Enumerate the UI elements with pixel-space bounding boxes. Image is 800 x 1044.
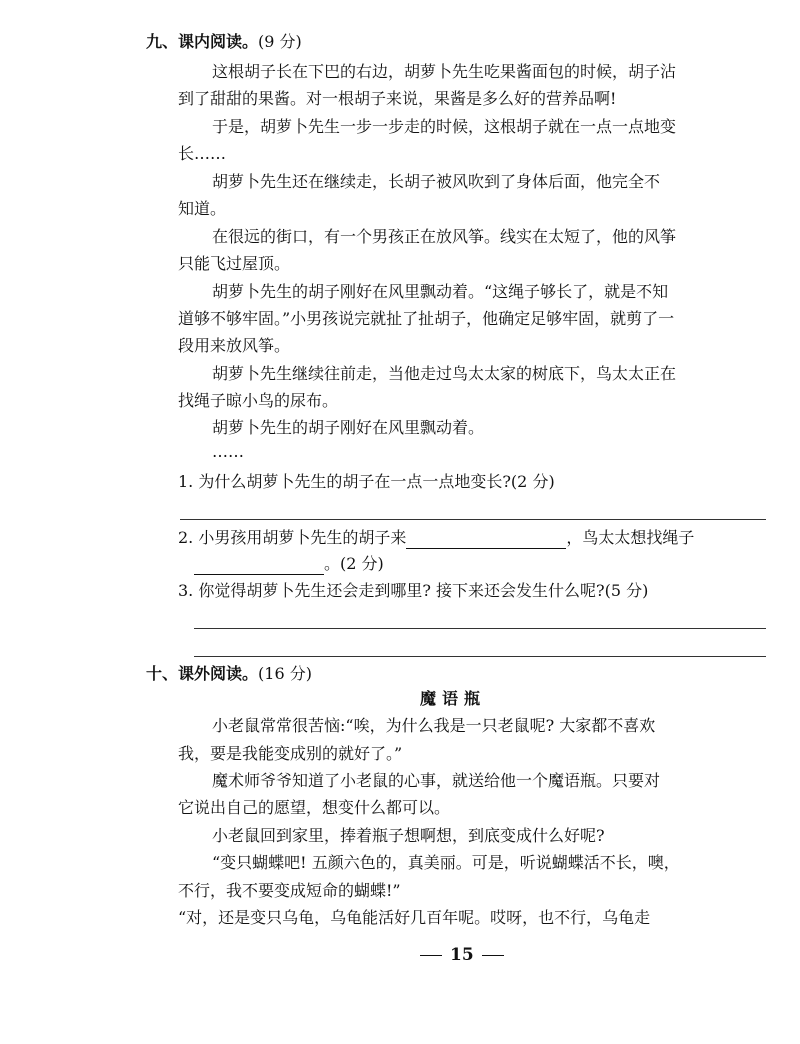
s9-line-8: 只能飞过屋顶。 [178, 254, 291, 273]
s9-line-7: 在很远的街口，有一个男孩正在放风筝。线实在太短了，他的风筝 [212, 227, 677, 246]
s10-line-8: “对，还是变只乌龟，乌龟能活好几百年呢。哎呀，也不行，乌龟走 [178, 908, 651, 927]
q3-answer-line-1[interactable] [194, 628, 766, 629]
q2-blank-1[interactable] [406, 530, 566, 549]
page-number [412, 944, 512, 966]
s9-line-14: 胡萝卜先生的胡子刚好在风里飘动着。 [212, 418, 485, 437]
s9-line-3: 于是，胡萝卜先生一步一步走的时候，这根胡子就在一点一点地变 [212, 117, 677, 136]
s9-line-13: 找绳子晾小鸟的尿布。 [178, 391, 339, 410]
s9-line-4: 长…… [178, 144, 227, 163]
question-2 [178, 527, 694, 549]
section-10-title: 十、课外阅读。 [146, 664, 259, 683]
section-9-heading [146, 31, 302, 53]
question-1: 1. 为什么胡萝卜先生的胡子在一点一点地变长?(2 分) [178, 472, 555, 491]
s9-line-5: 胡萝卜先生还在继续走，长胡子被风吹到了身体后面，他完全不 [212, 172, 661, 191]
s10-line-2: 我，要是我能变成别的就好了。” [178, 744, 403, 763]
page-number-dash-right [482, 955, 504, 956]
section-10-points: (16 分) [258, 664, 312, 683]
q3-answer-line-2[interactable] [194, 656, 766, 657]
question-2-cont [194, 553, 384, 575]
s10-line-1: 小老鼠常常很苦恼:“唉，为什么我是一只老鼠呢? 大家都不喜欢 [212, 716, 656, 735]
s9-line-10: 道够不够牢固。”小男孩说完就扯了扯胡子，他确定足够牢固，就剪了一 [178, 309, 675, 328]
s9-line-12: 胡萝卜先生继续往前走，当他走过鸟太太家的树底下，鸟太太正在 [212, 364, 677, 383]
s9-line-6: 知道。 [178, 199, 227, 218]
s10-line-7: 不行，我不要变成短命的蝴蝶!” [178, 881, 401, 900]
s9-line-11: 段用来放风筝。 [178, 336, 291, 355]
s9-line-9: 胡萝卜先生的胡子刚好在风里飘动着。“这绳子够长了，就是不知 [212, 282, 669, 301]
q2-text-mid: ，鸟太太想找绳子 [566, 528, 695, 547]
q2-text-start: 2. 小男孩用胡萝卜先生的胡子来 [178, 528, 407, 547]
s10-line-3: 魔术师爷爷知道了小老鼠的心事，就送给他一个魔语瓶。只要对 [212, 771, 661, 790]
s9-line-2: 到了甜甜的果酱。对一根胡子来说，果酱是多么好的营养品啊! [178, 89, 617, 108]
s9-line-15: …… [212, 442, 244, 461]
q2-blank-2[interactable] [194, 556, 324, 575]
question-3: 3. 你觉得胡萝卜先生还会走到哪里? 接下来还会发生什么呢?(5 分) [178, 581, 649, 600]
section-9-title: 九、课内阅读。 [146, 32, 259, 51]
s10-line-4: 它说出自己的愿望，想变什么都可以。 [178, 798, 451, 817]
page-number-dash-left [420, 955, 442, 956]
page-number-value: 15 [450, 945, 474, 965]
s9-line-1: 这根胡子长在下巴的右边，胡萝卜先生吃果酱面包的时候，胡子沾 [212, 62, 677, 81]
section-9-points: (9 分) [258, 32, 302, 51]
q2-text-end: 。(2 分) [324, 554, 384, 573]
q1-answer-line[interactable] [180, 519, 766, 520]
story-title: 魔语瓶 [420, 689, 487, 708]
section-10-heading [146, 663, 312, 685]
s10-line-6: “变只蝴蝶吧! 五颜六色的，真美丽。可是，听说蝴蝶活不长，噢， [212, 853, 680, 872]
s10-line-5: 小老鼠回到家里，捧着瓶子想啊想，到底变成什么好呢? [212, 826, 605, 845]
